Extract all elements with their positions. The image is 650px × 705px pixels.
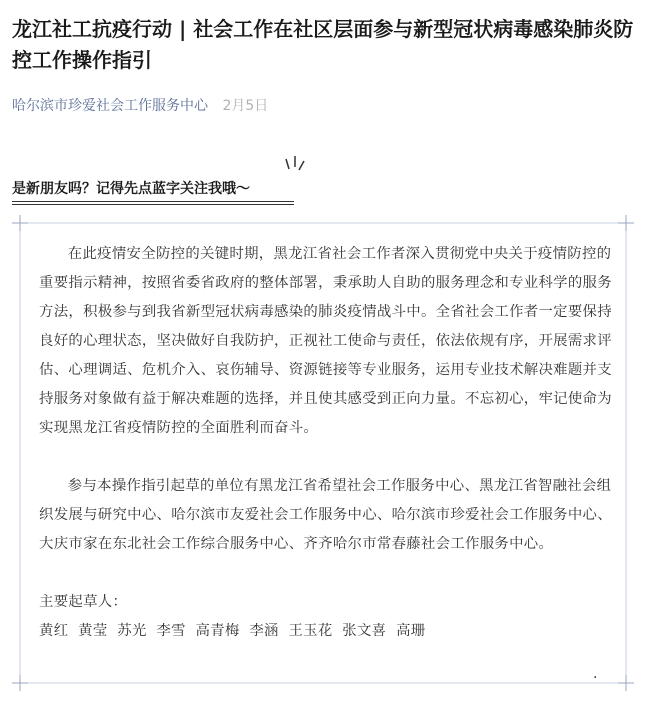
publish-date: 2月5日 [222,98,269,114]
divider [12,201,294,202]
account-name-link[interactable]: 哈尔滨市珍爱社会工作服务中心 [12,98,208,114]
body-paragraph: 在此疫情安全防控的关键时期，黑龙江省社会工作者深入贯彻党中央关于疫情防控的重要指示精神，按照省委省政府的整体部署，秉承助人自助的服务理念和专业科学的服务方法，积极参与到我省新型冠状病毒感染的肺炎疫情战斗中。全省社会工作者一定要保持良好的心理状态，坚决做好自我防护，正视社工使命与责任，依法依规有序，开展需求评估、心理调适、危机介入、哀伤辅导、资源链接等专业服务，运用专业技术解决难题并支持服务对象做有益于解决难题的选择，并且使其感受到正向力量。不忘初心，牢记使命为实现黑龙江省疫情防控的全面胜利而奋斗。 [39,246,612,436]
article-title: 龙江社工抗疫行动 | 社会工作在社区层面参与新型冠状病毒感染肺炎防控工作操作指引 [12,17,634,72]
authors-label: 主要起草人： [39,594,128,610]
follow-prompt-banner [12,170,297,208]
decorative-dot: . [593,666,598,682]
body-paragraph: 参与本操作指引起草的单位有黑龙江省希望社会工作服务中心、黑龙江省智融社会组织发展与研究中心、哈尔滨市友爱社会工作服务中心、哈尔滨市珍爱社会工作服务中心、大庆市家在东北社会工作综合服务中心、齐齐哈尔市常春藤社会工作服务中心。 [39,478,612,552]
divider [12,204,294,205]
authors-list: 黄红 黄莹 苏光 李雪 高青梅 李涵 王玉花 张文喜 高珊 [39,623,426,639]
article-meta [12,96,268,116]
article-content [39,240,619,646]
article-body-frame [12,215,634,691]
follow-prompt-text: 是新朋友吗？记得先点蓝字关注我哦～ [12,181,250,197]
